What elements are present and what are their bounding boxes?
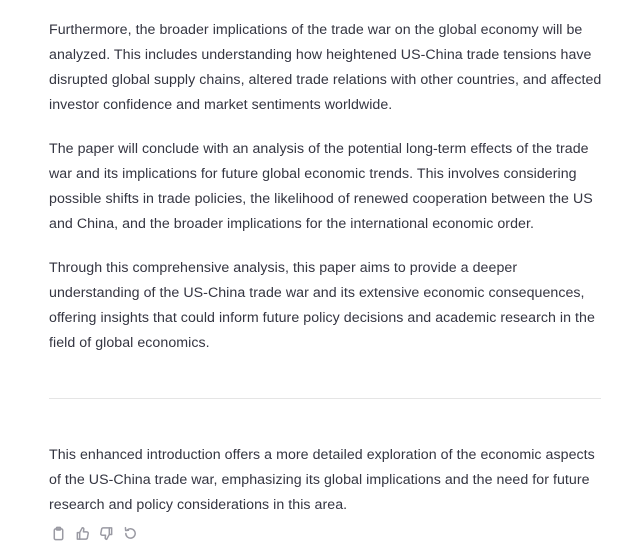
message-paragraph: The paper will conclude with an analysis of the potential long-term effects of the trade war and its implications for future global economic trends. This involves considering possible shifts in trade policies, the likelihood of renewed cooperation between the US and China, and the broader implications for the international economic order. — [49, 141, 593, 232]
summary-paragraph: This enhanced introduction offers a more detailed exploration of the economic aspects of the US-China trade war, emphasizing its global implications and the need for future research and policy considerations in this area. — [49, 447, 595, 513]
clipboard-icon — [51, 526, 66, 541]
message-paragraph: Through this comprehensive analysis, this paper aims to provide a deeper understanding of the US-China trade war and its extensive economic consequences, offering insights that could inform future policy decisions and academic research in the field of global economics. — [49, 260, 595, 351]
thumbs-up-icon — [75, 526, 90, 541]
section-divider — [49, 398, 601, 399]
regenerate-button[interactable] — [121, 524, 139, 542]
message-paragraph: Furthermore, the broader implications of the trade war on the global economy will be analyzed. This includes understanding how heightened US-China trade tensions have disrupted global supply chains, altered trade relations with other countries, and affected investor confidence and market sentiments worldwide. — [49, 22, 602, 113]
regenerate-icon — [123, 526, 138, 541]
message-actions — [49, 524, 139, 542]
thumbs-up-button[interactable] — [73, 524, 91, 542]
copy-button[interactable] — [49, 524, 67, 542]
thumbs-down-button[interactable] — [97, 524, 115, 542]
thumbs-down-icon — [99, 526, 114, 541]
assistant-message — [49, 18, 609, 356]
message-summary — [49, 443, 609, 518]
